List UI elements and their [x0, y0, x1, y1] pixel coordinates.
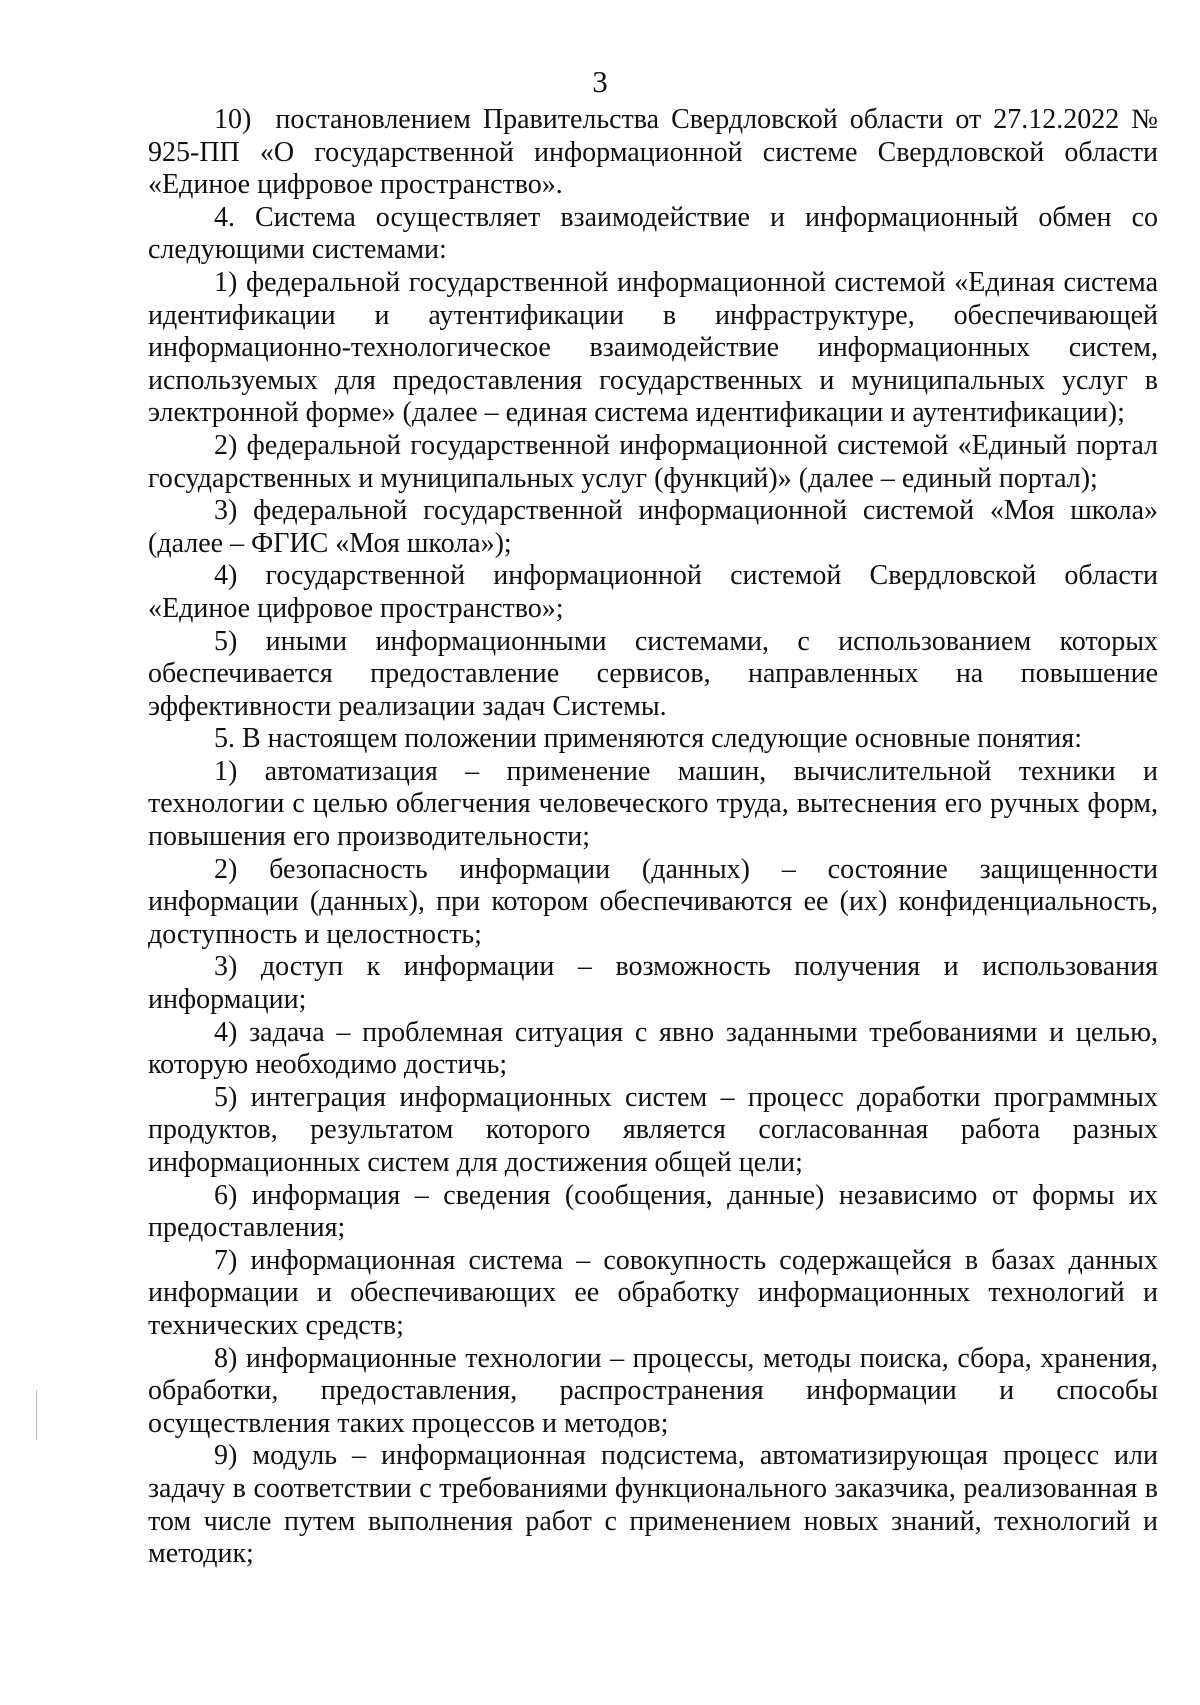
paragraph-item-10: 10) постановлением Правительства Свердловской области от 27.12.2022 № 925-ПП «О государственной информационной системе Свердловской области «Единое цифровое пространство». [148, 104, 1158, 201]
paragraph-system-5: 5) иными информационными системами, с использованием которых обеспечивается предоставление сервисов, направленных на повышение эффективности реализации задач Системы. [148, 625, 1158, 722]
paragraph-term-4: 4) задача – проблемная ситуация с явно заданными требованиями и целью, которую необходимо достичь; [148, 1016, 1158, 1081]
page-number: 3 [592, 64, 608, 99]
paragraph-system-3: 3) федеральной государственной информационной системой «Моя школа» (далее – ФГИС «Моя школа»); [148, 495, 1158, 559]
paragraph-system-2: 2) федеральной государственной информационной системой «Единый портал государственных и муниципальных услуг (функций)» (далее – единый портал); [148, 429, 1158, 494]
document-body [148, 104, 1158, 1571]
paragraph-term-8: 8) информационные технологии – процессы, методы поиска, сбора, хранения, обработки, предоставления, распространения информации и способы осуществления таких процессов и методов; [148, 1342, 1158, 1439]
paragraph-term-5: 5) интеграция информационных систем – процесс доработки программных продуктов, результатом которого является согласованная работа разных информационных систем для достижения общей цели; [148, 1081, 1158, 1178]
paragraph-term-3: 3) доступ к информации – возможность получения и использования информации; [148, 951, 1158, 1016]
paragraph-term-6: 6) информация – сведения (сообщения, данные) независимо от формы их предоставления; [148, 1179, 1158, 1244]
paragraph-term-7: 7) информационная система – совокупность содержащейся в базах данных информации и обеспечивающих ее обработку информационных технологий и технических средств; [148, 1244, 1158, 1341]
paragraph-term-1: 1) автоматизация – применение машин, вычислительной техники и технологии с целью облегчения человеческого труда, вытеснения его ручных форм, повышения его производительности; [148, 755, 1158, 853]
paragraph-term-9: 9) модуль – информационная подсистема, автоматизирующая процесс или задачу в соответствии с требованиями функционального заказчика, реализованная в том числе путем выполнения работ с применением новых знаний, технологий и методик; [148, 1440, 1158, 1570]
scan-edge-mark [36, 1390, 37, 1440]
paragraph-section-5: 5. В настоящем положении применяются следующие основные понятия: [214, 723, 1082, 755]
paragraph-term-2: 2) безопасность информации (данных) – состояние защищенности информации (данных), при котором обеспечиваются ее (их) конфиденциальность, доступность и целостность; [148, 853, 1158, 950]
paragraph-section-4: 4. Система осуществляет взаимодействие и информационный обмен со следующими системами: [148, 201, 1158, 266]
paragraph-system-4: 4) государственной информационной системой Свердловской области «Единое цифровое пространство»; [148, 560, 1158, 624]
paragraph-system-1: 1) федеральной государственной информационной системой «Единая система идентификации и аутентификации в инфраструктуре, обеспечивающей информационно-технологическое взаимодействие информационных систем, используемых для предоставления государственных и муниципальных услуг в электронной форме» (далее – единая система идентификации и аутентификации); [148, 266, 1158, 429]
